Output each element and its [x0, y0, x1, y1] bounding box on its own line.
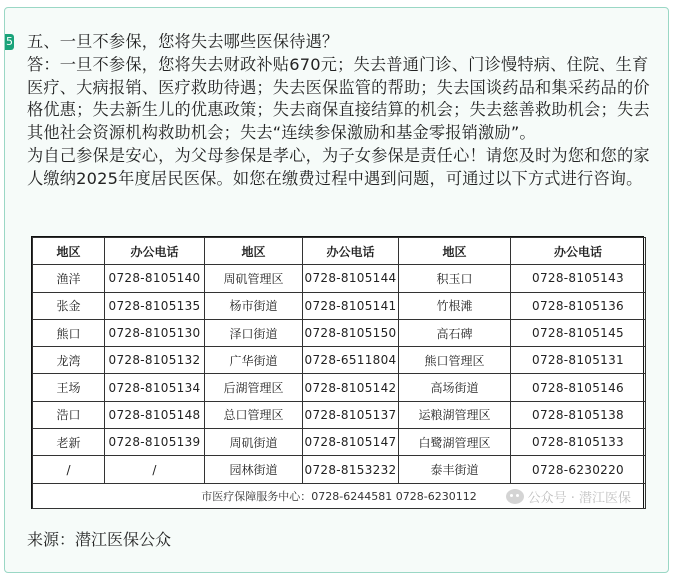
region-cell: 后湖管理区 — [205, 374, 303, 401]
table-row — [33, 456, 646, 483]
table-row — [33, 265, 646, 292]
phone-cell: 0728-6511804 — [303, 347, 399, 374]
table-row — [33, 319, 646, 346]
header-cell: 办公电话 — [303, 238, 399, 265]
phone-cell: 0728-8105131 — [511, 347, 646, 374]
region-cell: 周矶管理区 — [205, 265, 303, 292]
phone-cell: 0728-8105142 — [303, 374, 399, 401]
header-cell: 地区 — [205, 238, 303, 265]
phone-cell: 0728-8105136 — [511, 292, 646, 319]
contact-table — [32, 237, 646, 509]
article-text — [27, 31, 652, 191]
header-cell: 办公电话 — [105, 238, 205, 265]
phone-cell: 0728-8105133 — [511, 429, 646, 456]
phone-cell: 0728-8105146 — [511, 374, 646, 401]
phone-cell: 0728-8105144 — [303, 265, 399, 292]
region-cell: 积玉口 — [399, 265, 511, 292]
phone-cell: 0728-8105132 — [105, 347, 205, 374]
phone-cell: 0728-8105141 — [303, 292, 399, 319]
region-cell: 运粮湖管理区 — [399, 401, 511, 428]
table-row — [33, 347, 646, 374]
region-cell: 泽口街道 — [205, 319, 303, 346]
region-cell: 熊口管理区 — [399, 347, 511, 374]
wechat-icon — [506, 489, 524, 504]
contact-table-image — [31, 236, 644, 509]
region-cell: 园林街道 — [205, 456, 303, 483]
header-cell: 地区 — [33, 238, 105, 265]
region-cell: 高石碑 — [399, 319, 511, 346]
phone-cell: 0728-8105140 — [105, 265, 205, 292]
phone-cell: 0728-8105135 — [105, 292, 205, 319]
region-cell: 周矶街道 — [205, 429, 303, 456]
table-row — [33, 401, 646, 428]
header-cell: 办公电话 — [511, 238, 646, 265]
region-cell: 竹根滩 — [399, 292, 511, 319]
table-footer-row — [33, 483, 646, 508]
phone-cell: 0728-8105137 — [303, 401, 399, 428]
appeal-paragraph: 为自己参保是安心，为父母参保是孝心，为子女参保是责任心！请您及时为您和您的家人缴纳2025年度居民医保。如您在缴费过程中遇到问题，可通过以下方式进行咨询。 — [27, 145, 650, 188]
region-cell: 王场 — [33, 374, 105, 401]
region-cell: 龙湾 — [33, 347, 105, 374]
phone-cell: 0728-8105143 — [511, 265, 646, 292]
phone-cell: 0728-8105145 — [511, 319, 646, 346]
region-cell: 广华街道 — [205, 347, 303, 374]
source-line: 来源：潜江医保公众 — [27, 530, 172, 549]
region-cell: 熊口 — [33, 319, 105, 346]
phone-cell: 0728-6230220 — [511, 456, 646, 483]
region-cell: 总口管理区 — [205, 401, 303, 428]
phone-cell: 0728-8105139 — [105, 429, 205, 456]
phone-cell: 0728-8105148 — [105, 401, 205, 428]
footer-cell — [33, 483, 646, 508]
table-row — [33, 374, 646, 401]
table-row — [33, 292, 646, 319]
phone-cell: 0728-8105147 — [303, 429, 399, 456]
region-cell: 杨市街道 — [205, 292, 303, 319]
answer-paragraph: 答：一旦不参保，您将失去财政补贴670元；失去普通门诊、门诊慢特病、住院、生育医疗、大病报销、医疗救助待遇；失去医保监管的帮助；失去国谈药品和集采药品的价格优惠；失去新生儿的优惠政策；失去商保直接结算的机会；失去慈善救助机会；失去其他社会资源机构救助机会；失去“连续参保激励和基金零报销激励”。 — [27, 54, 650, 143]
region-cell: 渔洋 — [33, 265, 105, 292]
service-center-phones: 市医疗保障服务中心：0728-6244581 0728-6230112 — [201, 489, 477, 503]
region-cell: / — [33, 456, 105, 483]
watermark-text: 公众号 · 潜江医保 — [527, 490, 631, 506]
region-cell: 高场街道 — [399, 374, 511, 401]
phone-cell: 0728-8105150 — [303, 319, 399, 346]
header-cell: 地区 — [399, 238, 511, 265]
region-cell: 老新 — [33, 429, 105, 456]
phone-cell: 0728-8105138 — [511, 401, 646, 428]
region-cell: 张金 — [33, 292, 105, 319]
table-row — [33, 429, 646, 456]
question-heading: 五、一旦不参保，您将失去哪些医保待遇？ — [27, 32, 339, 51]
table-header-row — [33, 238, 646, 265]
watermark — [506, 487, 631, 506]
region-cell: 浩口 — [33, 401, 105, 428]
phone-cell: 0728-8153232 — [303, 456, 399, 483]
section-number-badge: 5 — [6, 35, 13, 48]
phone-cell: / — [105, 456, 205, 483]
phone-cell: 0728-8105134 — [105, 374, 205, 401]
region-cell: 泰丰街道 — [399, 456, 511, 483]
region-cell: 白鹭湖管理区 — [399, 429, 511, 456]
phone-cell: 0728-8105130 — [105, 319, 205, 346]
